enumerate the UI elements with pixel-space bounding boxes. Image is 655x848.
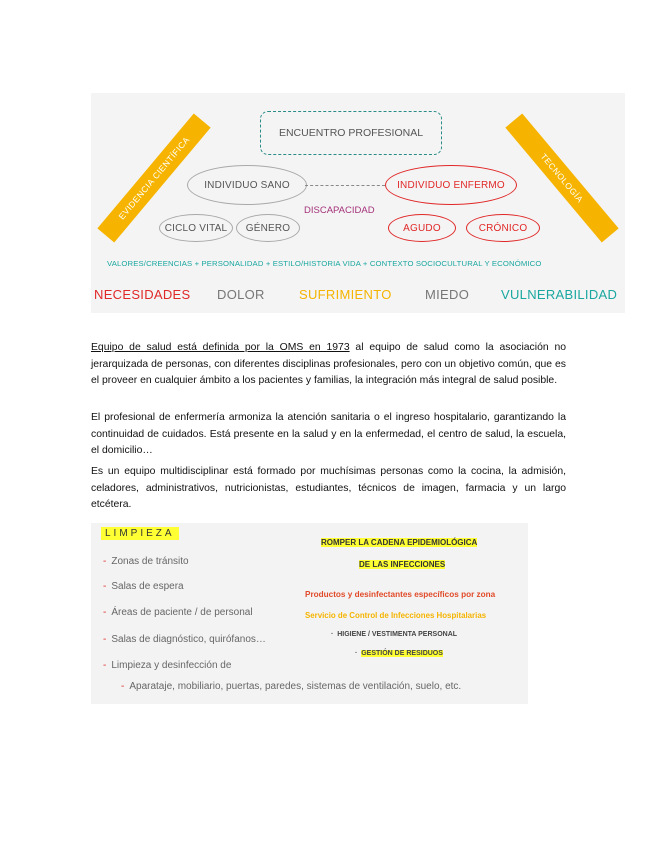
paragraph-1-text: al equipo de salud como la asociación no jerarquizada de personas, con diferentes disciplinas profesionales, pero con un objetivo común, que es el proveer en cualquier ámbito a los pacientes y familias, la integración más integral de salud posible. [91,342,566,386]
need-miedo: MIEDO [425,287,470,302]
limpieza-subitem [121,681,461,692]
romper-cadena-line2 [359,560,445,569]
discapacidad-label: DISCAPACIDAD [304,205,375,216]
cronico-ellipse [466,214,540,242]
servicio-text: Servicio de Control de Infecciones Hospitalarias [305,611,487,620]
ciclo-vital-ellipse [159,214,233,242]
bullet-dash: - [103,581,107,592]
need-vulnerabilidad: VULNERABILIDAD [501,287,618,302]
valores-line: VALORES/CREENCIAS + PERSONALIDAD + ESTILO/HISTORIA VIDA + CONTEXTO SOCIOCULTURAL Y ECONÓMICO [107,259,542,268]
individuo-enfermo-ellipse [385,165,517,205]
limpieza-item [103,660,231,671]
limpieza-subitem-text: Aparataje, mobiliario, puertas, paredes, sistemas de ventilación, suelo, etc. [129,681,462,692]
limpieza-item-text: Zonas de tránsito [111,556,189,567]
limpieza-title [101,527,179,540]
individuo-sano-ellipse [187,165,307,205]
gestion-text: GESTIÓN DE RESIDUOS [361,650,443,657]
romper-cadena-text: ROMPER LA CADENA EPIDEMIOLÓGICA [321,538,478,547]
productos-text: Productos y desinfectantes específicos por zona [305,590,496,599]
ciclo-vital-label: CICLO VITAL [164,222,228,234]
limpieza-item [103,556,189,567]
need-dolor: DOLOR [217,287,265,302]
paragraph-enfermeria: El profesional de enfermería armoniza la atención sanitaria o el ingreso hospitalario, garantizando la continuidad de cuidados. Está presente en la salud y en la enfermedad, el centro de salud, la escuela, el domicilio… [91,412,566,456]
encuentro-label: ENCUENTRO PROFESIONAL [278,127,424,139]
evidencia-label: EVIDENCIA CIENTÍFICA [116,134,192,222]
individuo-sano-label: INDIVIDUO SANO [204,179,290,191]
individuo-enfermo-label: INDIVIDUO ENFERMO [397,179,505,191]
cronico-label: CRÓNICO [478,222,528,234]
limpieza-item [103,581,184,592]
bullet-dash: - [103,634,107,645]
bullet-dash: - [103,607,107,618]
higiene-text: HIGIENE / VESTIMENTA PERSONAL [337,631,458,638]
higiene-item [331,631,457,638]
genero-ellipse [236,214,300,242]
limpieza-item-text: Limpieza y desinfección de [111,660,232,671]
bullet-dash: - [103,660,107,671]
need-necesidades: NECESIDADES [94,287,191,302]
limpieza-item-text: Salas de espera [111,581,184,592]
gestion-item [355,650,443,657]
care-encounter-diagram [91,93,625,313]
bullet-dash: - [121,681,125,692]
limpieza-item-text: Áreas de paciente / de personal [111,607,253,618]
limpieza-item [103,634,266,645]
romper-cadena-line1 [321,538,477,547]
limpieza-panel [91,523,528,704]
dot-bullet: · [331,631,338,638]
limpieza-item [103,607,253,618]
tecnologia-label: TECNOLOGÍA [538,151,586,205]
agudo-ellipse [388,214,456,242]
bullet-dash: - [103,556,107,567]
infecciones-text: DE LAS INFECCIONES [359,560,446,569]
dot-bullet: · [355,650,362,657]
agudo-label: AGUDO [403,222,441,234]
limpieza-item-text: Salas de diagnóstico, quirófanos… [111,634,266,645]
need-sufrimiento: SUFRIMIENTO [299,287,392,302]
genero-label: GÉNERO [245,222,291,234]
limpieza-title-text: LIMPIEZA [105,528,175,539]
paragraph-equipo-salud [91,340,566,390]
paragraph-multidisciplinar: Es un equipo multidisciplinar está formado por muchísimas personas como la cocina, la admisión, celadores, administrativos, nutricionistas, estudiantes, técnicos de imagen, farmacia y un largo etcétera. [91,466,566,510]
dashed-connector [305,185,385,186]
encuentro-box [260,111,442,155]
oms-definition-link[interactable]: Equipo de salud está definida por la OMS en 1973 [91,342,350,353]
